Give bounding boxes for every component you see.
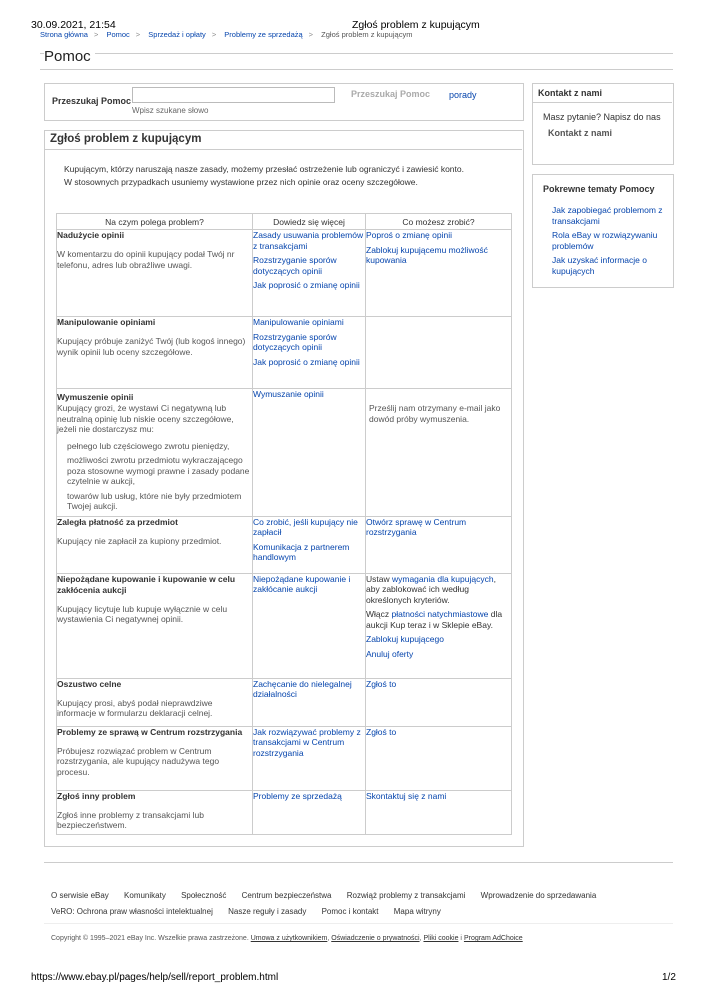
learn-more-cell [253, 389, 366, 517]
action-mixed [366, 574, 511, 606]
immediate-payment-link[interactable]: płatności natychmiastowe [391, 609, 489, 619]
learn-more-cell [253, 726, 366, 790]
learn-more-cell [253, 230, 366, 317]
footer-link[interactable]: Nasze reguły i zasady [228, 907, 307, 916]
action-suffix: dla aukcji Kup teraz i w Sklepie eBay. [366, 609, 503, 630]
learn-more-cell [253, 790, 366, 834]
learn-more-link[interactable]: Rozstrzyganie sporów dotyczących opinii [253, 255, 337, 276]
list-item: towarów lub usług, które nie były przedmiotem Twojej aukcji. [67, 490, 242, 511]
footer-link[interactable]: Pomoc i kontakt [321, 907, 379, 916]
learn-more-link[interactable]: Rozstrzyganie sporów dotyczących opinii [253, 331, 337, 352]
problem-title: Niepożądane kupowanie i kupowanie w celu zakłócenia aukcji [57, 573, 236, 595]
footer-divider [44, 862, 673, 863]
footer-link[interactable]: Centrum bezpieczeństwa [241, 891, 332, 900]
copyright-text: Copyright © 1995–2021 eBay Inc. Wszelkie prawa zastrzeżone. [51, 935, 251, 942]
table-row [57, 317, 512, 389]
print-datetime: 30.09.2021, 21:54 [31, 19, 116, 31]
problem-title: Wymuszenie opinii [57, 392, 134, 402]
actions-cell [366, 678, 512, 726]
intro-line-2: W stosownych przypadkach usuniemy wystawione przez nich opinie oraz oceny szczegółowe. [64, 177, 418, 187]
problem-desc: Kupujący nie zapłacił za kupiony przedmiot. [57, 535, 222, 546]
problem-desc: Kupujący grozi, że wystawi Ci negatywną lub neutralną opinię lub niskie oceny szczegółowe, jeżeli nie dostarczysz mu: [57, 403, 234, 434]
action-link[interactable]: Zgłoś to [366, 678, 397, 689]
action-link[interactable]: Poproś o zmianę opinii [366, 230, 452, 240]
learn-more-link[interactable]: Jak rozwiązywać problemy z transakcjami w Centrum rozstrzygania [253, 726, 361, 758]
problem-cell [57, 389, 253, 517]
main-title: Zgłoś problem z kupującym [50, 133, 202, 145]
problem-cell [57, 790, 253, 834]
learn-more-link[interactable]: Wymuszanie opinii [253, 389, 324, 399]
related-topic-link[interactable]: Jak zapobiegać problemom z transakcjami [552, 205, 663, 226]
problem-title: Problemy ze sprawą w Centrum rozstrzygania [57, 726, 243, 737]
breadcrumb-home[interactable]: Strona główna [40, 30, 88, 39]
problem-desc: Kupujący próbuje zaniżyć Twój (lub kogoś innego) wynik opinii lub oceny szczegółowe. [57, 336, 246, 357]
contact-title: Kontakt z nami [538, 88, 603, 98]
legal-link-cookies[interactable]: Pliki cookie [423, 935, 459, 942]
footer-divider [44, 923, 673, 924]
action-link[interactable]: Zablokuj kupującego [366, 634, 444, 644]
breadcrumb-separator: > [308, 30, 314, 39]
table-row [57, 516, 512, 573]
breadcrumb-separator: > [135, 30, 141, 39]
footer-link[interactable]: Mapa witryny [393, 907, 441, 916]
print-url: https://www.ebay.pl/pages/help/sell/report_problem.html [31, 972, 279, 983]
actions-cell [366, 317, 512, 389]
learn-more-link[interactable]: Niepożądane kupowanie i zakłócanie aukcji [253, 573, 351, 594]
header-divider [40, 53, 673, 54]
action-link[interactable]: Zablokuj kupującemu możliwość kupowania [366, 244, 488, 265]
table-row [57, 726, 512, 790]
footer-link[interactable]: Społeczność [181, 891, 227, 900]
learn-more-cell [253, 678, 366, 726]
actions-cell [366, 790, 512, 834]
action-prefix: Ustaw [366, 573, 392, 584]
problem-desc: Próbujesz rozwiązać problem w Centrum rozstrzygania, ale kupujący nadużywa tego procesu. [57, 745, 220, 777]
related-topics-title: Pokrewne tematy Pomocy [543, 184, 655, 194]
legal-link-privacy[interactable]: Oświadczenie o prywatności [331, 935, 420, 942]
footer-link[interactable]: Wprowadzenie do sprzedawania [480, 891, 597, 900]
related-topic-link[interactable]: Rola eBay w rozwiązywaniu problemów [552, 230, 658, 251]
intro-line-1: Kupującym, którzy naruszają nasze zasady, możemy przesłać ostrzeżenie lub ograniczyć i zawiesić konto. [64, 164, 464, 174]
action-suffix: , aby zablokować ich według określonych kryteriów. [366, 573, 496, 605]
action-link[interactable]: Anuluj oferty [366, 648, 414, 659]
print-page-title: Zgłoś problem z kupującym [352, 19, 480, 31]
search-input[interactable] [132, 87, 335, 103]
learn-more-link[interactable]: Co zrobić, jeśli kupujący nie zapłacił [253, 516, 358, 537]
table-row [57, 230, 512, 317]
title-divider [40, 69, 673, 70]
learn-more-link[interactable]: Zachęcanie do nielegalnej działalności [253, 678, 352, 699]
print-page-number: 1/2 [662, 972, 676, 983]
learn-more-link[interactable]: Jak poprosić o zmianę opinii [253, 356, 360, 367]
related-topic-link[interactable]: Jak uzyskać informacje o kupujących [552, 255, 647, 276]
problem-cell [57, 516, 253, 573]
problem-title: Oszustwo celne [57, 678, 122, 689]
actions-cell [366, 573, 512, 678]
buyer-requirements-link[interactable]: wymagania dla kupujących [391, 573, 494, 584]
header-learn-more: Dowiedz się więcej [253, 214, 366, 230]
problem-desc: Kupujący licytuje lub kupuje wyłącznie w celu wystawienia Ci negatywnej opinii. [57, 603, 228, 624]
legal-link-user-agreement[interactable]: Umowa z użytkownikiem [250, 935, 328, 942]
footer-links-row-1 [51, 891, 609, 900]
footer-link[interactable]: Rozwiąż problemy z transakcjami [346, 891, 466, 900]
breadcrumb-selling-problems[interactable]: Problemy ze sprzedażą [224, 30, 303, 39]
table-header-row [57, 214, 512, 230]
problem-desc: Kupujący prosi, abyś podał nieprawdziwe informacje w formularzu deklaracji celnej. [57, 697, 213, 718]
table-row [57, 790, 512, 834]
breadcrumb-separator: > [211, 30, 217, 39]
header-actions: Co możesz zrobić? [366, 214, 512, 230]
learn-more-cell [253, 573, 366, 678]
learn-more-cell [253, 516, 366, 573]
search-button[interactable]: Przeszukaj Pomoc [351, 89, 431, 99]
problem-cell [57, 726, 253, 790]
intro-text [64, 163, 504, 189]
page-title: Pomoc [44, 48, 95, 65]
action-text: Prześlij nam otrzymany e-mail jako dowód próby wymuszenia. [369, 403, 501, 424]
actions-cell [366, 230, 512, 317]
related-topics-list [552, 205, 667, 280]
learn-more-cell [253, 317, 366, 389]
copyright: Copyright © 1995–2021 eBay Inc. Wszelkie prawa zastrzeżone. Umowa z użytkownikiem, Oświadczenie o prywatności, Pliki cookie i Program AdChoice [51, 935, 523, 942]
learn-more-link[interactable]: Komunikacja z partnerem handlowym [253, 541, 350, 562]
header-problem: Na czym polega problem? [57, 214, 253, 230]
problem-desc: Zgłoś inne problemy z transakcjami lub bezpieczeństwem. [57, 809, 204, 830]
action-link[interactable]: Zgłoś to [366, 726, 397, 737]
actions-cell [366, 389, 512, 517]
breadcrumb-help[interactable]: Pomoc [106, 30, 130, 39]
problem-desc: W komentarzu do opinii kupujący podał Twój nr telefonu, adres lub obraźliwe uwagi. [57, 249, 235, 270]
footer-link[interactable]: O serwisie eBay [51, 891, 109, 900]
problem-cell [57, 230, 253, 317]
actions-cell [366, 516, 512, 573]
breadcrumb-current: Zgłoś problem z kupującym [321, 30, 413, 39]
contact-us-link[interactable]: Kontakt z nami [548, 128, 613, 138]
problem-title: Zaległa płatność za przedmiot [57, 516, 178, 527]
search-hint: Wpisz szukane słowo [132, 106, 209, 115]
search-label: Przeszukaj Pomoc [52, 96, 132, 106]
breadcrumb-separator: > [93, 30, 99, 39]
table-row [57, 389, 512, 517]
problem-title: Zgłoś inny problem [57, 790, 136, 801]
table-row [57, 573, 512, 678]
breadcrumb [40, 30, 416, 40]
legal-link-adchoice[interactable]: Program AdChoice [463, 935, 523, 942]
actions-cell [366, 726, 512, 790]
problem-title: Manipulowanie opiniami [57, 317, 156, 327]
contact-question: Masz pytanie? Napisz do nas [543, 112, 661, 122]
action-link[interactable]: Skontaktuj się z nami [366, 790, 447, 801]
problem-cell [57, 678, 253, 726]
action-prefix: Włącz [366, 609, 392, 619]
table-row [57, 678, 512, 726]
condition-list [57, 441, 252, 512]
action-link[interactable]: Otwórz sprawę w Centrum rozstrzygania [366, 516, 467, 537]
problems-table [56, 213, 512, 835]
search-tips-link[interactable]: porady [449, 90, 477, 100]
action-mixed [366, 609, 511, 630]
footer-links-row-2 [51, 907, 454, 916]
footer-link[interactable]: Komunikaty [124, 891, 166, 900]
problem-cell [57, 573, 253, 678]
learn-more-link[interactable]: Zasady usuwania problemów z transakcjami [253, 230, 364, 251]
breadcrumb-selling-fees[interactable]: Sprzedaż i opłaty [148, 30, 206, 39]
list-item: pełnego lub częściowego zwrotu pieniędzy, [67, 440, 230, 451]
learn-more-link[interactable]: Manipulowanie opiniami [253, 317, 344, 327]
list-item: możliwości zwrotu przedmiotu wykraczającego poza stosowne wymogi prawne i zasady podane czytelnie w aukcji, [67, 455, 250, 486]
problem-title: Nadużycie opinii [57, 230, 125, 240]
learn-more-link[interactable]: Problemy ze sprzedażą [253, 790, 342, 801]
footer-link[interactable]: VeRO: Ochrona praw własności intelektualnej [51, 907, 213, 916]
problem-cell [57, 317, 253, 389]
learn-more-link[interactable]: Jak poprosić o zmianę opinii [253, 280, 360, 290]
